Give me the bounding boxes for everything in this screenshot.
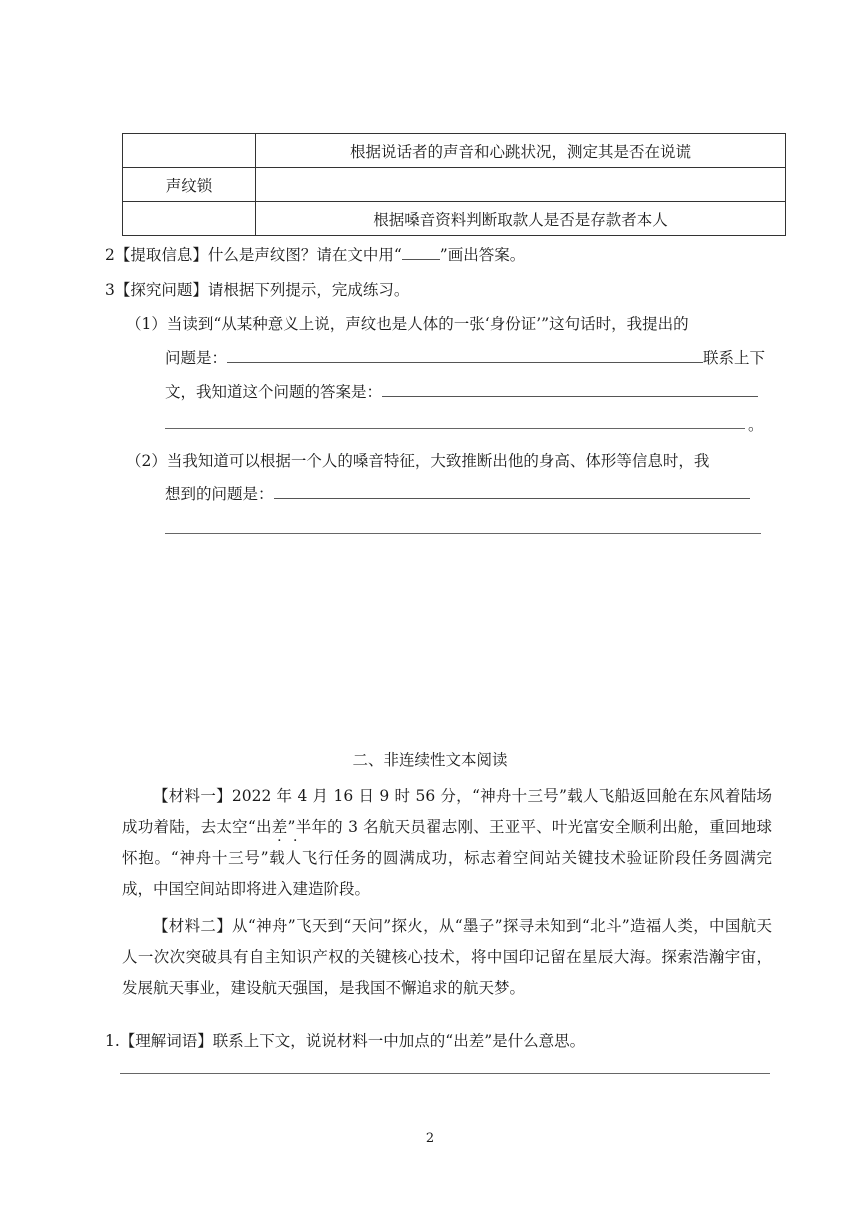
answer-line[interactable] [165,533,761,534]
comparison-table [122,133,786,236]
answer-blank[interactable] [227,348,703,363]
table-cell [256,168,786,202]
question-3-2-line2 [165,484,750,504]
question-3-1-line1: （1）当读到“从某种意义上说，声纹也是人体的一张‘身份证’”这句话时，我提出的 [126,315,689,333]
label-text: 文，我知道这个问题的答案是： [165,383,383,401]
material-1-paragraph [122,781,772,905]
table-cell [123,134,256,168]
answer-line[interactable] [165,428,745,429]
table-cell [123,202,256,236]
material-1-text: ”半年的 3 名航天员翟志刚、王亚平、叶光富安全顺利出舱，重回地球怀抱。“神舟十三号”载人飞行任务的圆满成功，标志着空间站关键技术验证阶段任务圆满完成，中国空间站即将进入建造阶段。 [122,818,772,898]
answer-blank[interactable] [274,484,750,499]
table-cell: 根据说话者的声音和心跳状况，测定其是否在说谎 [256,134,786,168]
table-row [123,168,786,202]
material-1-text: 【材料一】2022 年 4 月 16 日 9 时 56 分，“神舟十三号”载人飞船返回舱在东风着陆场成功着陆，去太空“ [122,787,772,836]
label-text: 联系上下 [703,349,766,367]
question-3-1-line2 [165,348,765,368]
question-2-text-end: ”画出答案。 [439,246,526,264]
label-text: 问题是： [165,349,228,367]
page-number: 2 [425,1131,435,1146]
section-title: 二、非连续性文本阅读 [352,751,508,769]
question-3: 3【探究问题】请根据下列提示，完成练习。 [105,281,410,299]
question-1: 1.【理解词语】联系上下文，说说材料一中加点的“出差”是什么意思。 [105,1032,586,1050]
question-3-1-line3 [165,382,758,402]
question-2-text: 2【提取信息】什么是声纹图？请在文中用“ [105,246,402,264]
table-row [123,134,786,168]
material-2-paragraph: 【材料二】从“神舟”飞天到“天问”探火，从“墨子”探寻未知到“北斗”造福人类，中国航天人一次次突破具有自主知识产权的关键核心技术，将中国印记留在星辰大海。探索浩瀚宇宙，发展航天事业，建设航天强国，是我国不懈追求的航天梦。 [122,917,772,997]
table-cell: 声纹锁 [123,168,256,202]
table-row [123,202,786,236]
label-text: 想到的问题是： [165,485,274,503]
emphasis-char: 差 [271,818,288,836]
question-2 [105,245,525,265]
sentence-end: 。 [748,416,764,434]
question-3-2-line1: （2）当我知道可以根据一个人的嗓音特征，大致推断出他的身高、体形等信息时，我 [126,452,710,470]
answer-line[interactable] [120,1073,770,1074]
table-cell: 根据嗓音资料判断取款人是否是存款者本人 [256,202,786,236]
emphasis-char: 出 [255,818,272,836]
underline-blank [402,245,440,260]
answer-blank[interactable] [382,382,758,397]
